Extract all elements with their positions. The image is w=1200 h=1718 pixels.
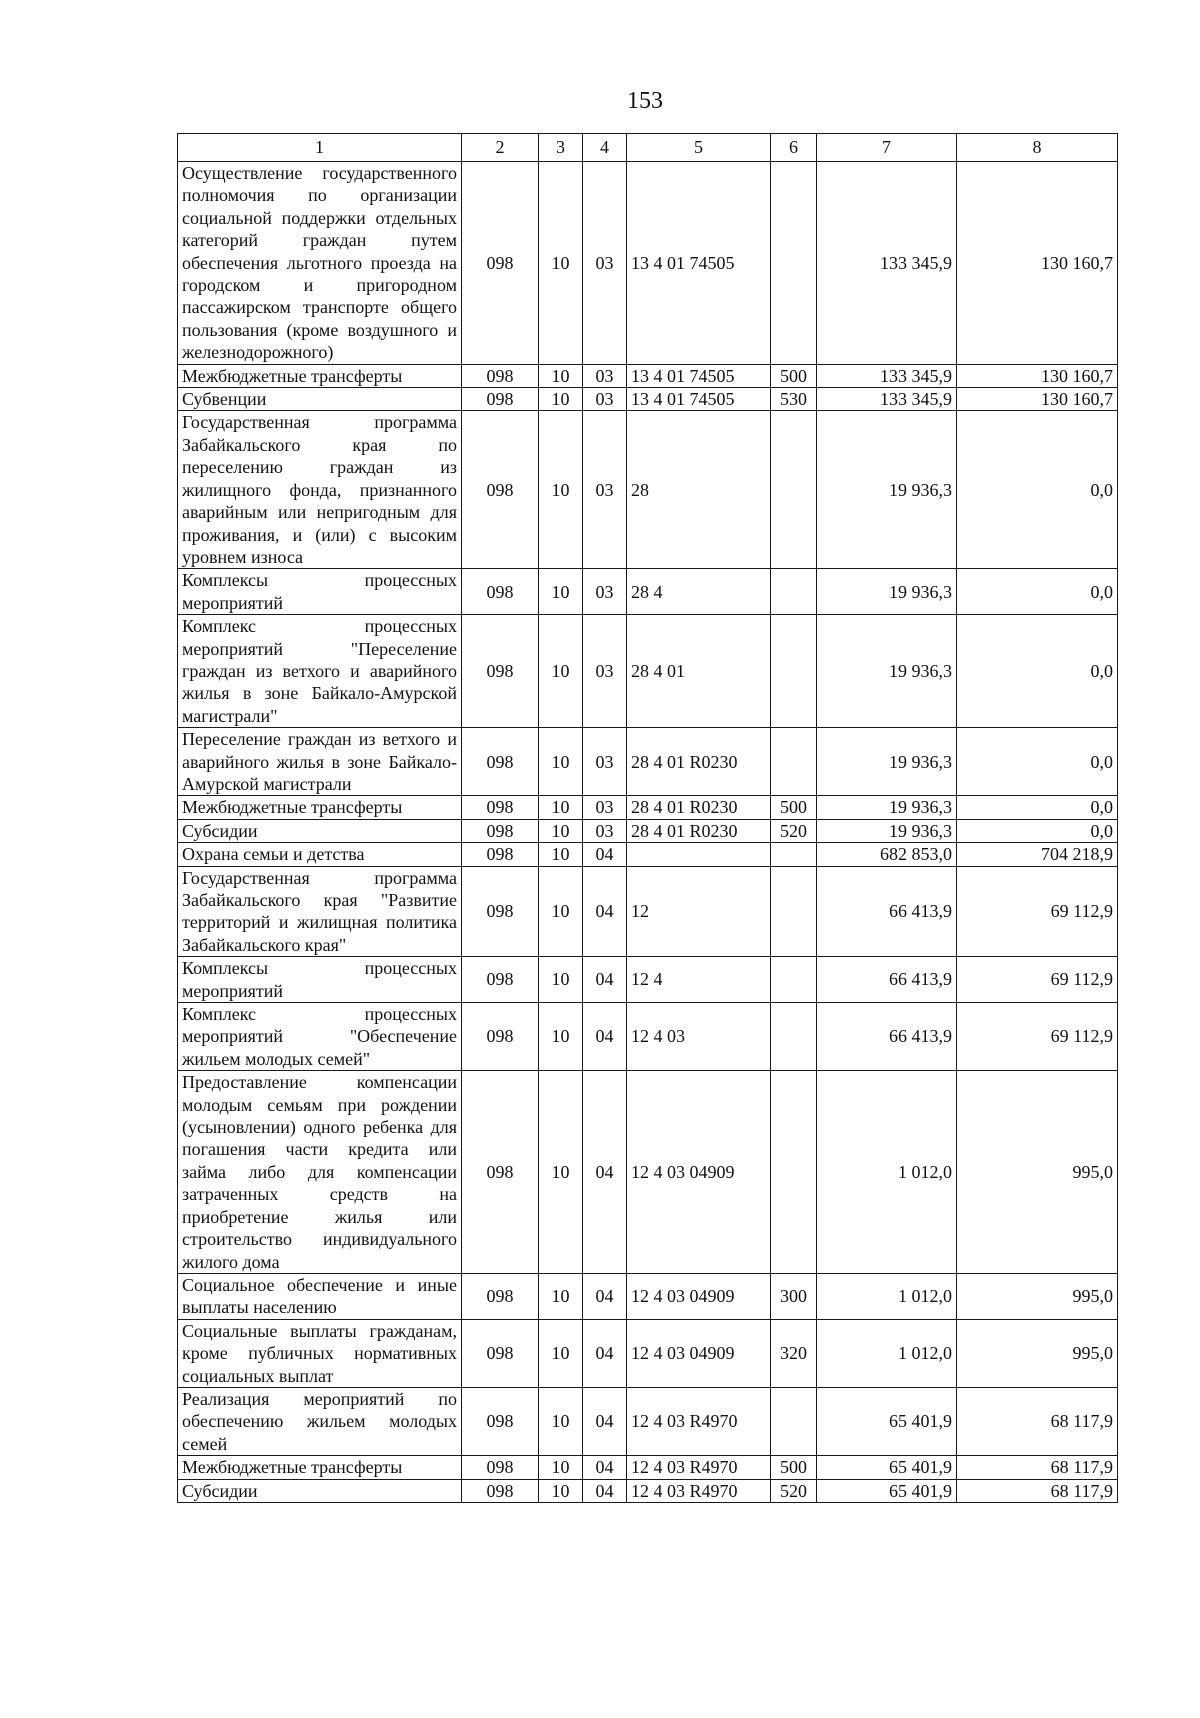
section-code-cell: 10 (539, 162, 583, 365)
table-row (178, 364, 1118, 387)
ministry-code-cell: 098 (462, 819, 539, 842)
row-name-cell: Охрана семьи и детства (178, 843, 462, 866)
header-cell-col2: 2 (462, 134, 539, 162)
row-name-cell: Комплекс процессных мероприятий "Обеспечение жильем молодых семей" (178, 1003, 462, 1071)
expense-type-cell: 500 (771, 1456, 817, 1479)
section-code-cell: 10 (539, 728, 583, 796)
target-article-cell: 28 4 01 R0230 (627, 796, 771, 819)
ministry-code-cell: 098 (462, 796, 539, 819)
subsection-code-cell: 03 (583, 364, 627, 387)
budget-table (177, 133, 1118, 1503)
target-article-cell: 28 4 (627, 569, 771, 615)
table-row (178, 843, 1118, 866)
amount-year2-cell: 995,0 (957, 1273, 1118, 1319)
table-row (178, 411, 1118, 569)
subsection-code-cell: 04 (583, 1387, 627, 1455)
amount-year1-cell: 19 936,3 (817, 569, 957, 615)
target-article-cell: 12 4 03 R4970 (627, 1456, 771, 1479)
expense-type-cell: 530 (771, 388, 817, 411)
row-name-cell: Социальные выплаты гражданам, кроме публичных нормативных социальных выплат (178, 1319, 462, 1387)
amount-year1-cell: 66 413,9 (817, 866, 957, 957)
row-name-cell: Субсидии (178, 819, 462, 842)
subsection-code-cell: 04 (583, 1479, 627, 1502)
amount-year2-cell: 0,0 (957, 796, 1118, 819)
amount-year1-cell: 133 345,9 (817, 364, 957, 387)
table-body (178, 162, 1118, 1503)
table-row (178, 957, 1118, 1003)
table-row (178, 569, 1118, 615)
target-article-cell: 13 4 01 74505 (627, 388, 771, 411)
header-cell-col6: 6 (771, 134, 817, 162)
table-row (178, 1387, 1118, 1455)
table-row (178, 866, 1118, 957)
section-code-cell: 10 (539, 1319, 583, 1387)
section-code-cell: 10 (539, 1456, 583, 1479)
section-code-cell: 10 (539, 1071, 583, 1274)
table-row (178, 388, 1118, 411)
table-row (178, 796, 1118, 819)
section-code-cell: 10 (539, 866, 583, 957)
table-row (178, 1273, 1118, 1319)
ministry-code-cell: 098 (462, 1273, 539, 1319)
row-name-cell: Государственная программа Забайкальского края по переселению граждан из жилищного фонда, признанного аварийным или непригодным для проживания, и (или) с высоким уровнем износа (178, 411, 462, 569)
section-code-cell: 10 (539, 957, 583, 1003)
ministry-code-cell: 098 (462, 728, 539, 796)
ministry-code-cell: 098 (462, 364, 539, 387)
ministry-code-cell: 098 (462, 1387, 539, 1455)
subsection-code-cell: 04 (583, 1003, 627, 1071)
table-row (178, 162, 1118, 365)
amount-year2-cell: 68 117,9 (957, 1456, 1118, 1479)
subsection-code-cell: 04 (583, 1071, 627, 1274)
amount-year1-cell: 133 345,9 (817, 388, 957, 411)
expense-type-cell (771, 957, 817, 1003)
header-row (178, 134, 1118, 162)
expense-type-cell (771, 1387, 817, 1455)
amount-year2-cell: 68 117,9 (957, 1479, 1118, 1502)
amount-year2-cell: 69 112,9 (957, 957, 1118, 1003)
subsection-code-cell: 03 (583, 728, 627, 796)
header-cell-col5: 5 (627, 134, 771, 162)
amount-year1-cell: 65 401,9 (817, 1456, 957, 1479)
ministry-code-cell: 098 (462, 1319, 539, 1387)
target-article-cell: 28 4 01 R0230 (627, 728, 771, 796)
subsection-code-cell: 03 (583, 411, 627, 569)
header-cell-col8: 8 (957, 134, 1118, 162)
subsection-code-cell: 03 (583, 819, 627, 842)
amount-year2-cell: 69 112,9 (957, 1003, 1118, 1071)
expense-type-cell: 500 (771, 364, 817, 387)
section-code-cell: 10 (539, 615, 583, 728)
target-article-cell: 13 4 01 74505 (627, 364, 771, 387)
expense-type-cell (771, 569, 817, 615)
row-name-cell: Субсидии (178, 1479, 462, 1502)
table-row (178, 819, 1118, 842)
table-row (178, 728, 1118, 796)
amount-year1-cell: 19 936,3 (817, 819, 957, 842)
target-article-cell (627, 843, 771, 866)
expense-type-cell (771, 615, 817, 728)
section-code-cell: 10 (539, 843, 583, 866)
amount-year1-cell: 19 936,3 (817, 728, 957, 796)
row-name-cell: Государственная программа Забайкальского края "Развитие территорий и жилищная политика Забайкальского края" (178, 866, 462, 957)
expense-type-cell (771, 866, 817, 957)
subsection-code-cell: 03 (583, 615, 627, 728)
target-article-cell: 12 4 03 R4970 (627, 1387, 771, 1455)
subsection-code-cell: 04 (583, 1319, 627, 1387)
page-number: 153 (627, 88, 663, 114)
row-name-cell: Межбюджетные трансферты (178, 796, 462, 819)
expense-type-cell (771, 1071, 817, 1274)
amount-year1-cell: 66 413,9 (817, 957, 957, 1003)
amount-year1-cell: 19 936,3 (817, 796, 957, 819)
subsection-code-cell: 04 (583, 1456, 627, 1479)
header-cell-col1: 1 (178, 134, 462, 162)
ministry-code-cell: 098 (462, 162, 539, 365)
table-row (178, 1319, 1118, 1387)
ministry-code-cell: 098 (462, 411, 539, 569)
expense-type-cell: 500 (771, 796, 817, 819)
amount-year2-cell: 0,0 (957, 819, 1118, 842)
amount-year1-cell: 1 012,0 (817, 1071, 957, 1274)
amount-year2-cell: 995,0 (957, 1319, 1118, 1387)
table-row (178, 1071, 1118, 1274)
amount-year2-cell: 0,0 (957, 569, 1118, 615)
ministry-code-cell: 098 (462, 1003, 539, 1071)
header-cell-col4: 4 (583, 134, 627, 162)
row-name-cell: Комплекс процессных мероприятий "Переселение граждан из ветхого и аварийного жилья в зоне Байкало-Амурской магистрали" (178, 615, 462, 728)
amount-year1-cell: 1 012,0 (817, 1273, 957, 1319)
target-article-cell: 28 4 01 R0230 (627, 819, 771, 842)
amount-year1-cell: 19 936,3 (817, 615, 957, 728)
subsection-code-cell: 04 (583, 957, 627, 1003)
row-name-cell: Комплексы процессных мероприятий (178, 569, 462, 615)
amount-year1-cell: 682 853,0 (817, 843, 957, 866)
row-name-cell: Реализация мероприятий по обеспечению жильем молодых семей (178, 1387, 462, 1455)
amount-year2-cell: 69 112,9 (957, 866, 1118, 957)
expense-type-cell: 520 (771, 819, 817, 842)
amount-year1-cell: 65 401,9 (817, 1387, 957, 1455)
target-article-cell: 28 (627, 411, 771, 569)
ministry-code-cell: 098 (462, 866, 539, 957)
target-article-cell: 12 4 03 (627, 1003, 771, 1071)
section-code-cell: 10 (539, 1003, 583, 1071)
row-name-cell: Переселение граждан из ветхого и аварийного жилья в зоне Байкало-Амурской магистрали (178, 728, 462, 796)
expense-type-cell (771, 843, 817, 866)
ministry-code-cell: 098 (462, 388, 539, 411)
amount-year1-cell: 65 401,9 (817, 1479, 957, 1502)
subsection-code-cell: 03 (583, 162, 627, 365)
expense-type-cell (771, 162, 817, 365)
target-article-cell: 12 4 (627, 957, 771, 1003)
subsection-code-cell: 04 (583, 866, 627, 957)
section-code-cell: 10 (539, 796, 583, 819)
section-code-cell: 10 (539, 569, 583, 615)
ministry-code-cell: 098 (462, 1071, 539, 1274)
amount-year2-cell: 130 160,7 (957, 162, 1118, 365)
section-code-cell: 10 (539, 411, 583, 569)
subsection-code-cell: 03 (583, 388, 627, 411)
ministry-code-cell: 098 (462, 843, 539, 866)
expense-type-cell (771, 1003, 817, 1071)
header-cell-col3: 3 (539, 134, 583, 162)
amount-year2-cell: 0,0 (957, 411, 1118, 569)
target-article-cell: 12 4 03 04909 (627, 1319, 771, 1387)
expense-type-cell (771, 411, 817, 569)
expense-type-cell: 520 (771, 1479, 817, 1502)
row-name-cell: Комплексы процессных мероприятий (178, 957, 462, 1003)
row-name-cell: Осуществление государственного полномочия по организации социальной поддержки отдельных категорий граждан путем обеспечения льготного проезда на городском и пригородном пассажирском транспорте общего пользования (кроме воздушного и железнодорожного) (178, 162, 462, 365)
ministry-code-cell: 098 (462, 615, 539, 728)
target-article-cell: 12 4 03 04909 (627, 1273, 771, 1319)
target-article-cell: 28 4 01 (627, 615, 771, 728)
amount-year2-cell: 995,0 (957, 1071, 1118, 1274)
row-name-cell: Межбюджетные трансферты (178, 1456, 462, 1479)
amount-year2-cell: 704 218,9 (957, 843, 1118, 866)
section-code-cell: 10 (539, 364, 583, 387)
target-article-cell: 12 4 03 R4970 (627, 1479, 771, 1502)
section-code-cell: 10 (539, 1479, 583, 1502)
section-code-cell: 10 (539, 1387, 583, 1455)
subsection-code-cell: 04 (583, 843, 627, 866)
table-row (178, 615, 1118, 728)
amount-year1-cell: 1 012,0 (817, 1319, 957, 1387)
section-code-cell: 10 (539, 819, 583, 842)
section-code-cell: 10 (539, 1273, 583, 1319)
expense-type-cell (771, 728, 817, 796)
target-article-cell: 12 4 03 04909 (627, 1071, 771, 1274)
row-name-cell: Межбюджетные трансферты (178, 364, 462, 387)
header-cell-col7: 7 (817, 134, 957, 162)
table-row (178, 1479, 1118, 1502)
ministry-code-cell: 098 (462, 957, 539, 1003)
target-article-cell: 13 4 01 74505 (627, 162, 771, 365)
amount-year2-cell: 130 160,7 (957, 364, 1118, 387)
section-code-cell: 10 (539, 388, 583, 411)
row-name-cell: Предоставление компенсации молодым семьям при рождении (усыновлении) одного ребенка для погашения части кредита или займа либо для компенсации затраченных средств на приобретение жилья или строительство индивидуального жилого дома (178, 1071, 462, 1274)
ministry-code-cell: 098 (462, 569, 539, 615)
amount-year2-cell: 0,0 (957, 615, 1118, 728)
row-name-cell: Субвенции (178, 388, 462, 411)
target-article-cell: 12 (627, 866, 771, 957)
row-name-cell: Социальное обеспечение и иные выплаты населению (178, 1273, 462, 1319)
amount-year2-cell: 130 160,7 (957, 388, 1118, 411)
amount-year1-cell: 133 345,9 (817, 162, 957, 365)
ministry-code-cell: 098 (462, 1456, 539, 1479)
ministry-code-cell: 098 (462, 1479, 539, 1502)
amount-year1-cell: 19 936,3 (817, 411, 957, 569)
expense-type-cell: 300 (771, 1273, 817, 1319)
subsection-code-cell: 03 (583, 796, 627, 819)
subsection-code-cell: 04 (583, 1273, 627, 1319)
amount-year2-cell: 68 117,9 (957, 1387, 1118, 1455)
table-row (178, 1003, 1118, 1071)
expense-type-cell: 320 (771, 1319, 817, 1387)
amount-year2-cell: 0,0 (957, 728, 1118, 796)
table-row (178, 1456, 1118, 1479)
subsection-code-cell: 03 (583, 569, 627, 615)
amount-year1-cell: 66 413,9 (817, 1003, 957, 1071)
